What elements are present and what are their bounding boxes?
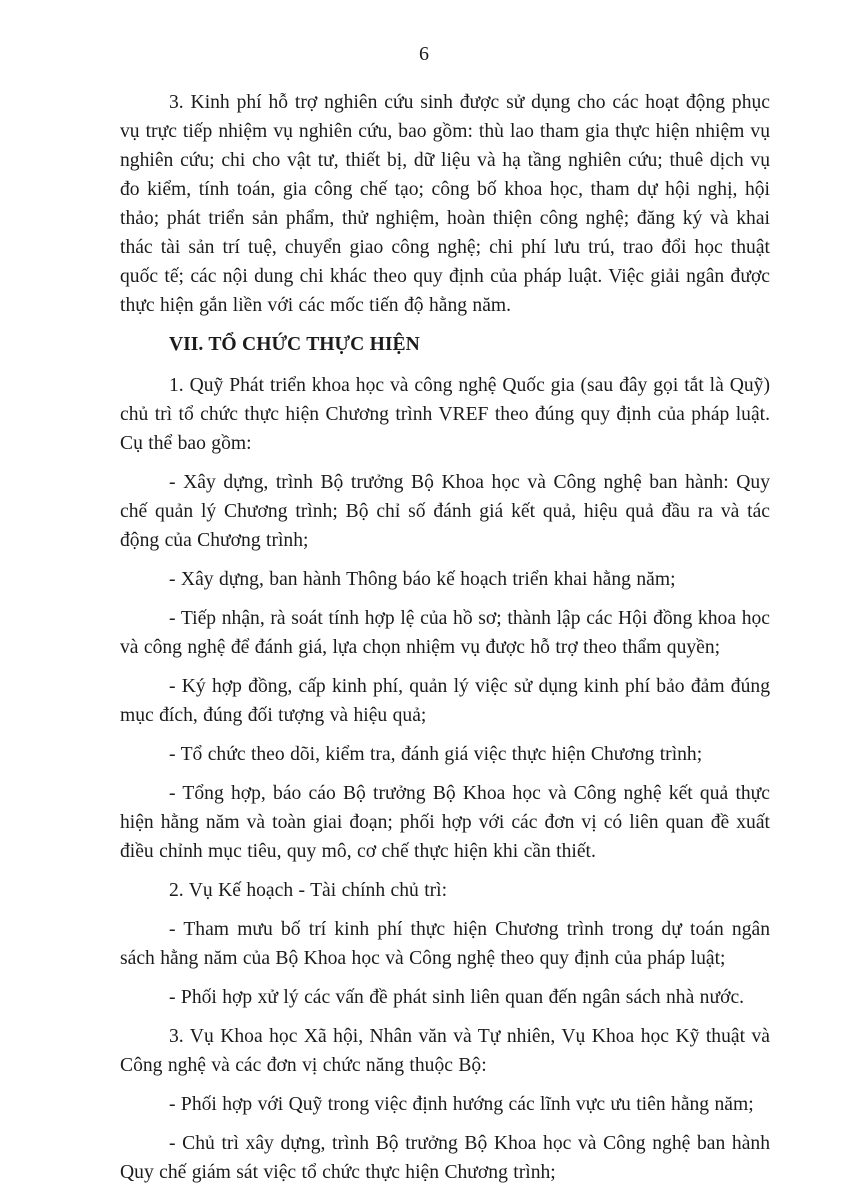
dash-item-reporting: - Tổng hợp, báo cáo Bộ trưởng Bộ Khoa học và Công nghệ kết quả thực hiện hằng năm và toàn giai đoạn; phối hợp với các đơn vị có liên quan đề xuất điều chỉnh mục tiêu, quy mô, cơ chế thực hiện khi cần thiết. xyxy=(120,783,770,862)
dash-item-budget-issues: - Phối hợp xử lý các vấn đề phát sinh liên quan đến ngân sách nhà nước. xyxy=(169,987,745,1008)
paragraph-departments: 3. Vụ Khoa học Xã hội, Nhân văn và Tự nhiên, Vụ Khoa học Kỹ thuật và Công nghệ và các đơn vị chức năng thuộc Bộ: xyxy=(120,1026,770,1076)
dash-item-build-regulations: - Xây dựng, trình Bộ trưởng Bộ Khoa học và Công nghệ ban hành: Quy chế quản lý Chương trình; Bộ chỉ số đánh giá kết quả, hiệu quả đầu ra và tác động của Chương trình; xyxy=(120,472,770,551)
dash-item-budget-advice: - Tham mưu bố trí kinh phí thực hiện Chương trình trong dự toán ngân sách hằng năm của Bộ Khoa học và Công nghệ theo quy định của pháp luật; xyxy=(120,919,770,969)
dash-item-supervision-rules: - Chủ trì xây dựng, trình Bộ trưởng Bộ Khoa học và Công nghệ ban hành Quy chế giám sát việc tổ chức thực hiện Chương trình; xyxy=(120,1133,770,1183)
dash-item-dossier-review: - Tiếp nhận, rà soát tính hợp lệ của hồ sơ; thành lập các Hội đồng khoa học và công nghệ để đánh giá, lựa chọn nhiệm vụ được hỗ trợ theo thẩm quyền; xyxy=(120,608,770,658)
section-heading-vii: VII. TỔ CHỨC THỰC HIỆN xyxy=(169,334,420,355)
dash-item-annual-plan: - Xây dựng, ban hành Thông báo kế hoạch triển khai hằng năm; xyxy=(169,569,676,590)
page-number: 6 xyxy=(419,43,429,65)
paragraph-funding-scope: 3. Kinh phí hỗ trợ nghiên cứu sinh được sử dụng cho các hoạt động phục vụ trực tiếp nhiệm vụ nghiên cứu, bao gồm: thù lao tham gia thực hiện nhiệm vụ nghiên cứu; chi cho vật tư, thiết bị, dữ liệu và hạ tầng nghiên cứu; thuê dịch vụ đo kiểm, tính toán, gia công chế tạo; công bố khoa học, tham dự hội nghị, hội thảo; phát triển sản phẩm, thử nghiệm, hoàn thiện công nghệ; đăng ký và khai thác tài sản trí tuệ, chuyển giao công nghệ; chi phí lưu trú, trao đổi học thuật quốc tế; các nội dung chi khác theo quy định của pháp luật. Việc giải ngân được thực hiện gắn liền với các mốc tiến độ hằng năm. xyxy=(120,92,770,316)
dash-item-monitoring: - Tổ chức theo dõi, kiểm tra, đánh giá việc thực hiện Chương trình; xyxy=(169,744,703,765)
dash-item-priority-fields: - Phối hợp với Quỹ trong việc định hướng các lĩnh vực ưu tiên hằng năm; xyxy=(169,1094,754,1115)
paragraph-planning-finance: 2. Vụ Kế hoạch - Tài chính chủ trì: xyxy=(169,880,448,901)
paragraph-fund-lead: 1. Quỹ Phát triển khoa học và công nghệ Quốc gia (sau đây gọi tắt là Quỹ) chủ trì tổ chức thực hiện Chương trình VREF theo đúng quy định của pháp luật. Cụ thể bao gồm: xyxy=(120,375,770,454)
page-content xyxy=(0,66,848,1187)
dash-item-contracts-funding: - Ký hợp đồng, cấp kinh phí, quản lý việc sử dụng kinh phí bảo đảm đúng mục đích, đúng đối tượng và hiệu quả; xyxy=(120,676,770,726)
